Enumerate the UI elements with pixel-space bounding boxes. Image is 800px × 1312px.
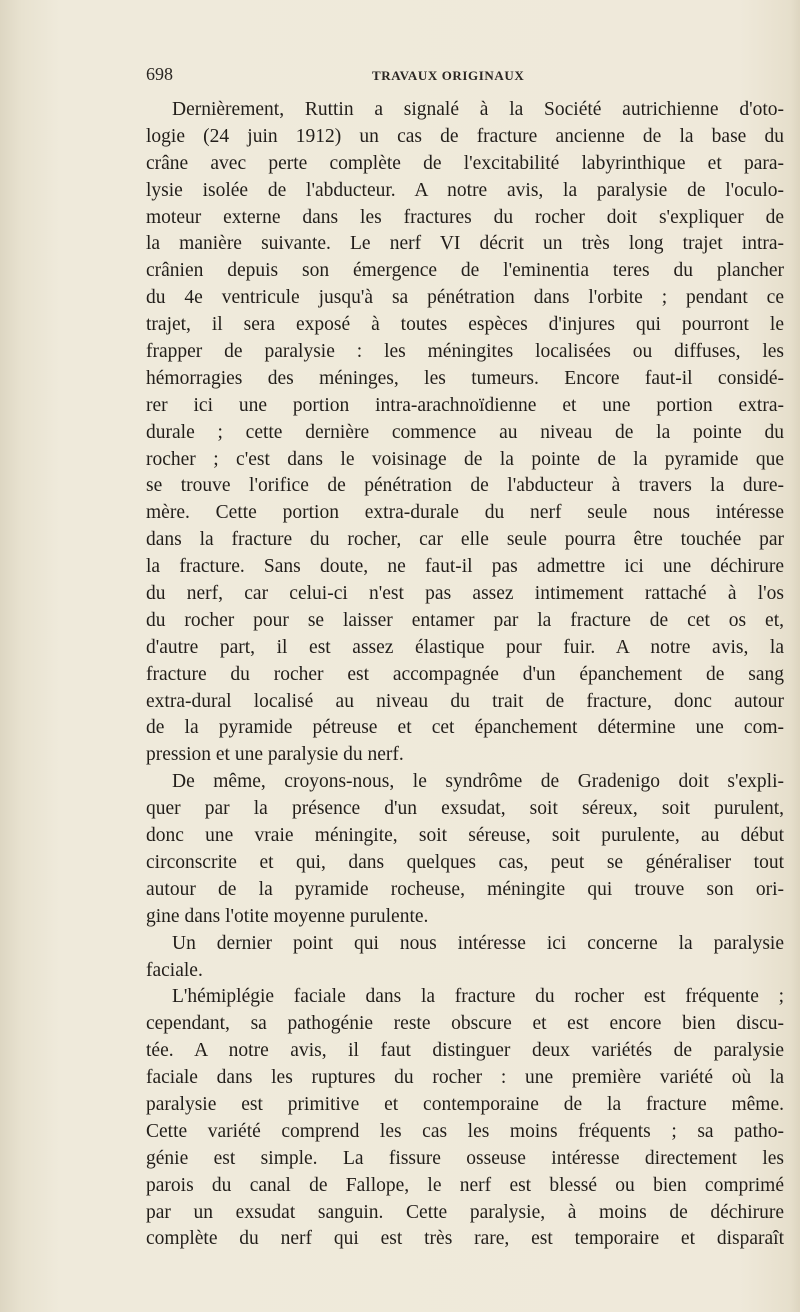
text-line: circonscrite et qui, dans quelques cas, peut se généraliser tout [146, 851, 784, 873]
text-line: extra-dural localisé au niveau du trait de fracture, donc autour [146, 690, 784, 712]
text-line: la fracture. Sans doute, ne faut-il pas admettre ici une déchirure [146, 556, 784, 578]
text-line: moteur externe dans les fractures du rocher doit s'expliquer de [146, 206, 784, 228]
text-line: hémorragies des méninges, les tumeurs. Encore faut-il considé- [146, 367, 784, 389]
text-line: logie (24 juin 1912) un cas de fracture ancienne de la base du [146, 125, 784, 147]
text-line: crânien depuis son émergence de l'eminentia teres du plancher [146, 260, 784, 282]
text-line: complète du nerf qui est très rare, est temporaire et disparaît [146, 1228, 784, 1250]
text-line: parois du canal de Fallope, le nerf est blessé ou bien comprimé [146, 1174, 784, 1196]
text-line: du 4e ventricule jusqu'à sa pénétration dans l'orbite ; pendant ce [146, 287, 784, 309]
page-header [146, 64, 784, 88]
text-line: autour de la pyramide rocheuse, méningite qui trouve son ori- [146, 878, 784, 900]
text-line: pression et une paralysie du nerf. [146, 744, 404, 766]
text-line: par un exsudat sanguin. Cette paralysie, à moins de déchirure [146, 1201, 784, 1223]
text-line: rocher ; c'est dans le voisinage de la pointe de la pyramide que [146, 448, 784, 470]
page-number: 698 [146, 64, 173, 84]
text-line: faciale. [146, 959, 203, 981]
text-line: se trouve l'orifice de pénétration de l'abducteur à travers la dure- [146, 475, 784, 497]
text-line: durale ; cette dernière commence au niveau de la pointe du [146, 421, 784, 443]
text-line: frapper de paralysie : les méningites localisées ou diffuses, les [146, 341, 784, 363]
text-line: donc une vraie méningite, soit séreuse, soit purulente, au début [146, 825, 784, 847]
text-line: dans la fracture du rocher, car elle seule pourra être touchée par [146, 529, 784, 551]
text-line: du nerf, car celui-ci n'est pas assez intimement rattaché à l'os [146, 583, 784, 605]
text-line: faciale dans les ruptures du rocher : une première variété où la [146, 1067, 784, 1089]
text-line: mère. Cette portion extra-durale du nerf seule nous intéresse [146, 502, 784, 524]
text-line: lysie isolée de l'abducteur. A notre avis, la paralysie de l'oculo- [146, 179, 784, 201]
text-line: paralysie est primitive et contemporaine de la fracture même. [146, 1093, 784, 1115]
running-head: TRAVAUX ORIGINAUX [372, 68, 525, 83]
text-line: gine dans l'otite moyenne purulente. [146, 905, 429, 927]
text-line: de la pyramide pétreuse et cet épanchement détermine une com- [146, 717, 784, 739]
text-line: crâne avec perte complète de l'excitabilité labyrinthique et para- [146, 152, 784, 174]
text-line: Cette variété comprend les cas les moins fréquents ; sa patho- [146, 1120, 784, 1142]
body-text [146, 97, 784, 1253]
text-line: Un dernier point qui nous intéresse ici concerne la paralysie [172, 932, 784, 954]
text-line: trajet, il sera exposé à toutes espèces d'injures qui pourront le [146, 314, 784, 336]
text-line: tée. A notre avis, il faut distinguer deux variétés de paralysie [146, 1040, 784, 1062]
text-line: L'hémiplégie faciale dans la fracture du rocher est fréquente ; [172, 986, 784, 1008]
text-line: De même, croyons-nous, le syndrôme de Gradenigo doit s'expli- [172, 771, 784, 793]
text-line: génie est simple. La fissure osseuse intéresse directement les [146, 1147, 784, 1169]
text-line: quer par la présence d'un exsudat, soit séreux, soit purulent, [146, 798, 784, 820]
text-line: cependant, sa pathogénie reste obscure et est encore bien discu- [146, 1013, 784, 1035]
text-line: fracture du rocher est accompagnée d'un épanchement de sang [146, 663, 784, 685]
text-line: rer ici une portion intra-arachnoïdienne et une portion extra- [146, 394, 784, 416]
text-line: Dernièrement, Ruttin a signalé à la Société autrichienne d'oto- [172, 99, 784, 120]
text-line: du rocher pour se laisser entamer par la fracture de cet os et, [146, 609, 784, 631]
text-line: la manière suivante. Le nerf VI décrit un très long trajet intra- [146, 233, 784, 255]
text-line: d'autre part, il est assez élastique pour fuir. A notre avis, la [146, 636, 784, 658]
